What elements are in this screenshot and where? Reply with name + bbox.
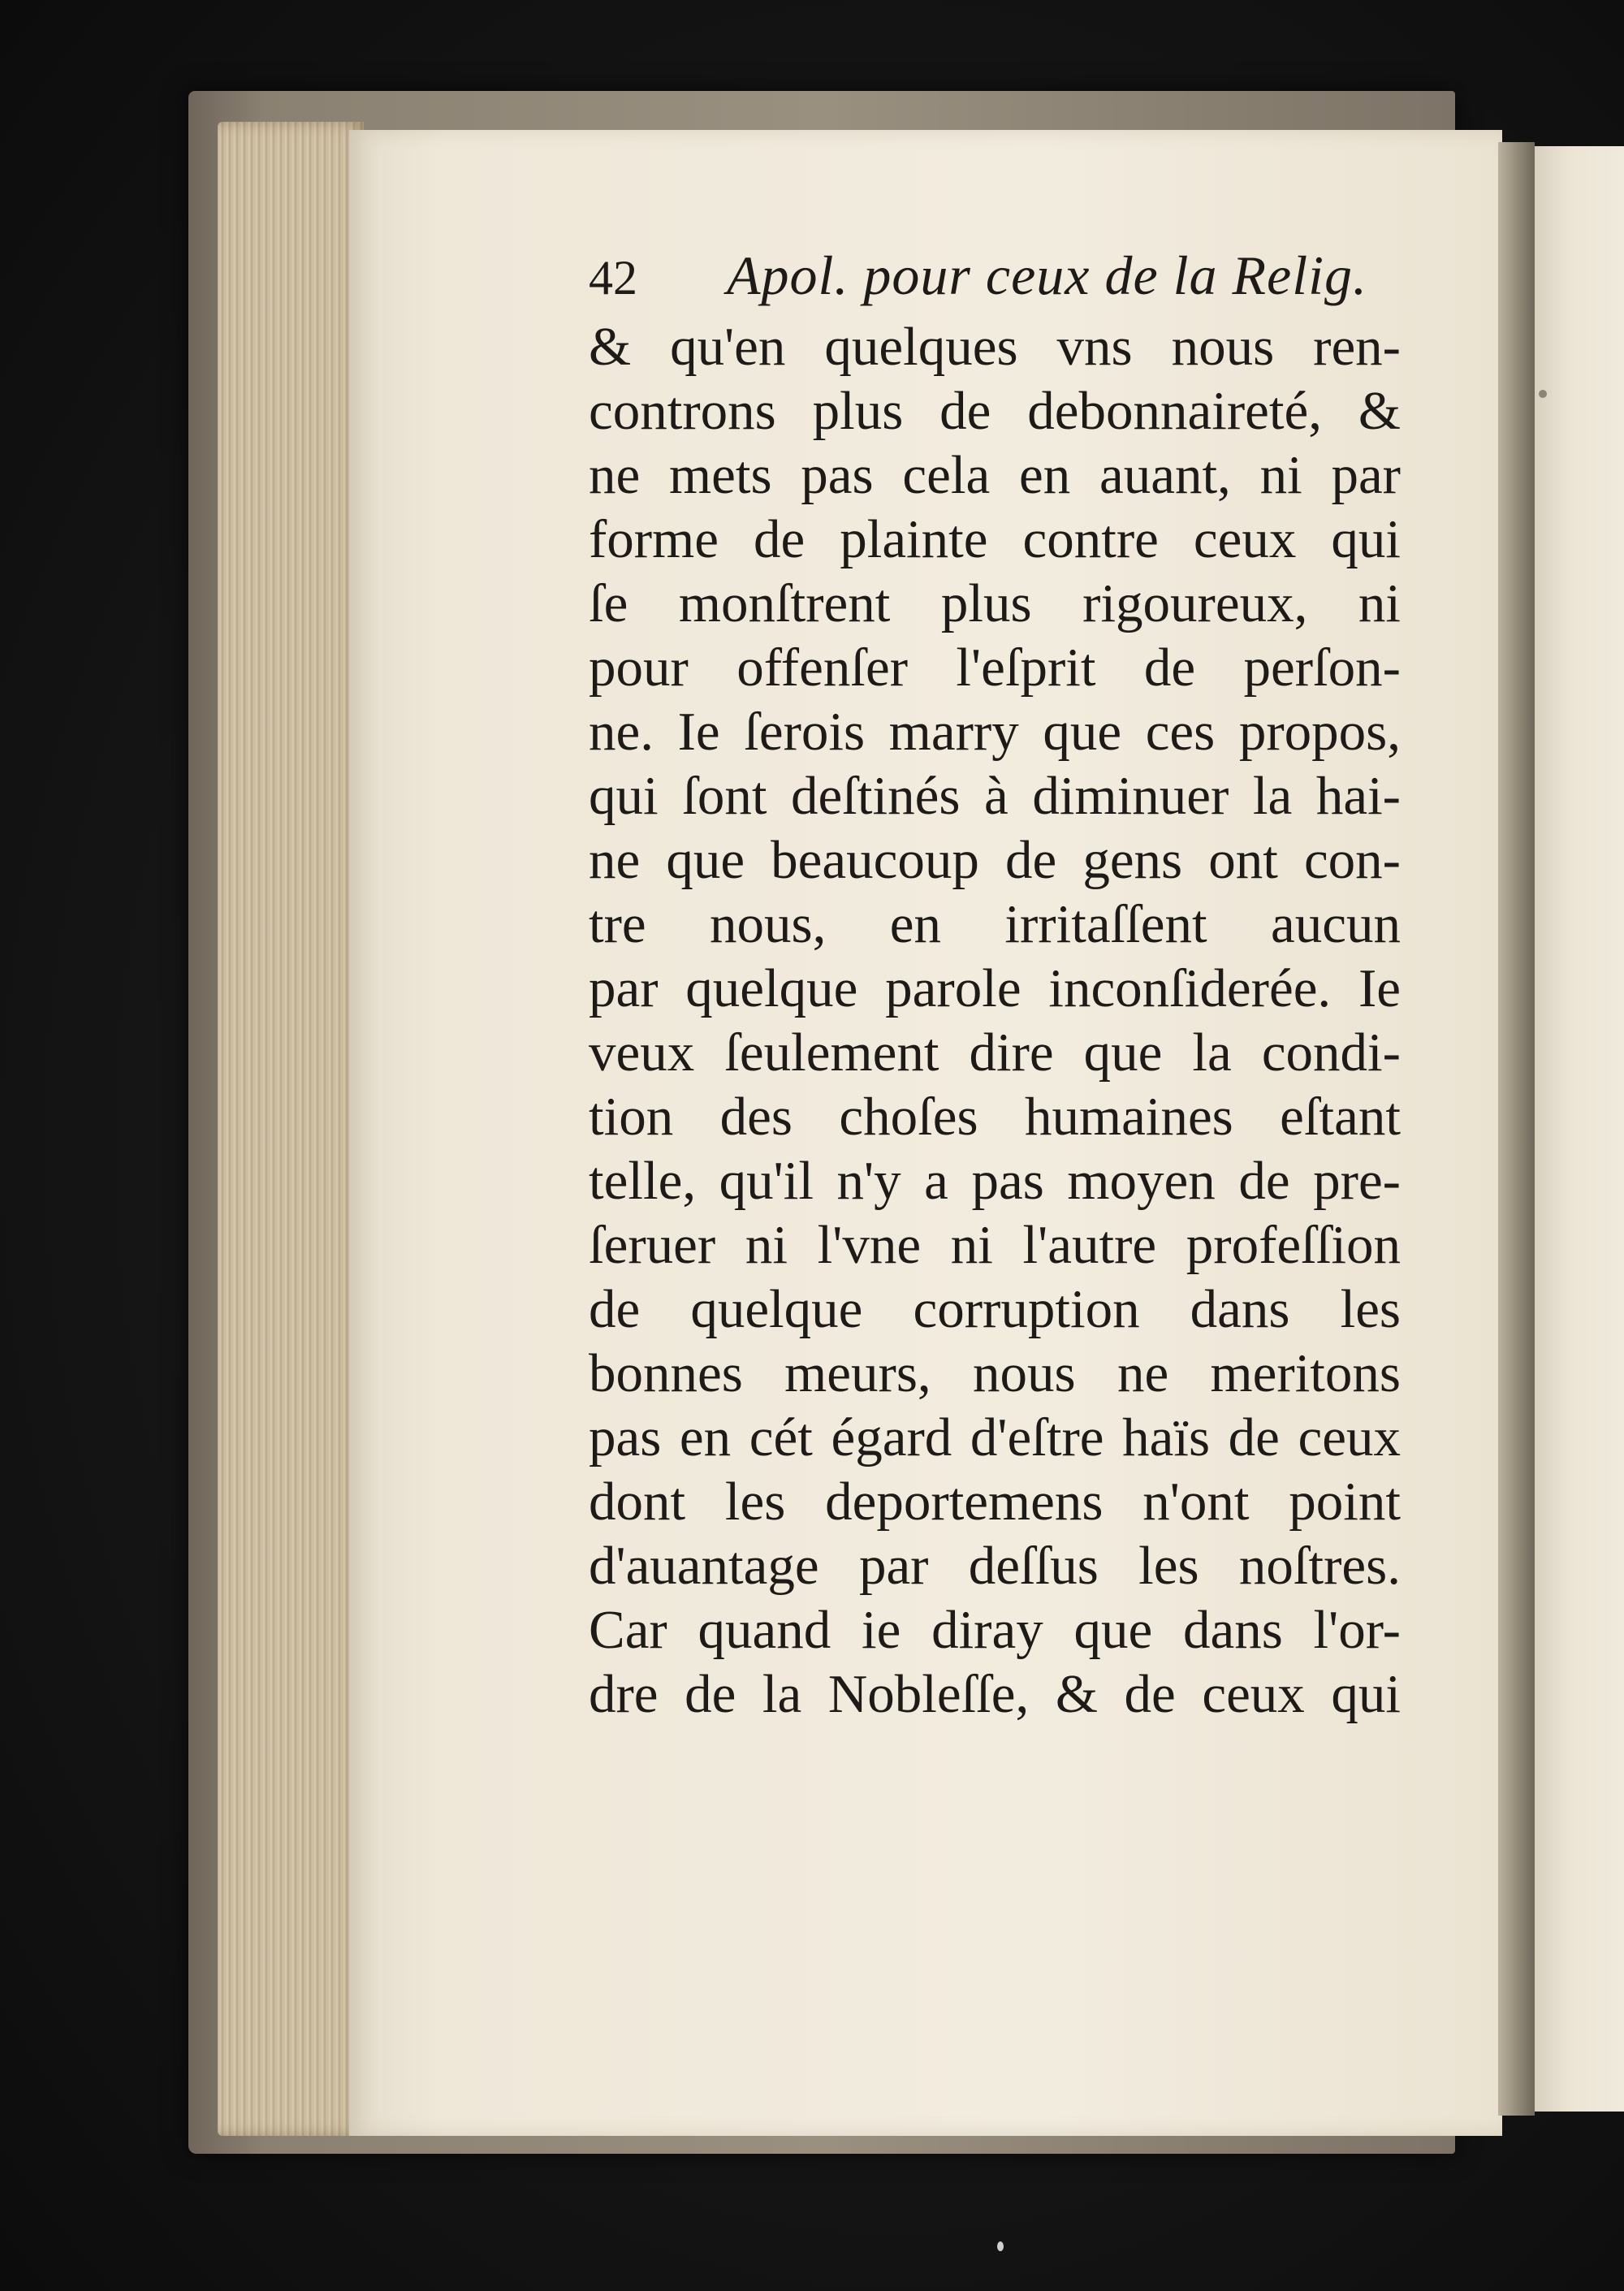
text-line: ne que beaucoup de gens ont con- — [589, 830, 1401, 890]
text-line: pas en cét égard d'eſtre haïs de ceux — [589, 1407, 1401, 1468]
text-line: Car quand ie diray que dans l'or- — [589, 1600, 1401, 1660]
body-text — [589, 315, 1401, 1727]
text-line: controns plus de debonnaireté, & — [589, 381, 1401, 441]
text-line: pour offenſer l'eſprit de perſon- — [589, 638, 1401, 698]
paper-speck — [997, 2241, 1004, 2251]
text-line: dre de la Nobleſſe, & de ceux qui — [589, 1664, 1401, 1724]
text-line: ſeruer ni l'vne ni l'autre profeſſion — [589, 1215, 1401, 1275]
paper-speck — [1539, 390, 1547, 398]
text-line: d'auantage par deſſus les noſtres. — [589, 1536, 1401, 1596]
page-text-block — [589, 244, 1401, 1727]
text-line: tre nous, en irritaſſent aucun — [589, 894, 1401, 954]
text-line: dont les deportemens n'ont point — [589, 1472, 1401, 1532]
text-line: ne. Ie ſerois marry que ces propos, — [589, 702, 1401, 762]
book-gutter — [1498, 142, 1535, 2116]
text-line: bonnes meurs, nous ne meritons — [589, 1343, 1401, 1403]
text-line: ne mets pas cela en auant, ni par — [589, 445, 1401, 505]
page-edges — [218, 122, 364, 2136]
text-line: tion des choſes humaines eſtant — [589, 1087, 1401, 1147]
text-line: & qu'en quelques vns nous ren- — [589, 317, 1401, 377]
text-line: telle, qu'il n'y a pas moyen de pre- — [589, 1151, 1401, 1211]
text-line: de quelque corruption dans les — [589, 1279, 1401, 1339]
facing-page — [1535, 146, 1624, 2112]
page-number: 42 — [589, 251, 637, 305]
text-line: par quelque parole inconſiderée. Ie — [589, 958, 1401, 1018]
text-line: veux ſeulement dire que la condi- — [589, 1022, 1401, 1083]
running-head — [589, 244, 1401, 315]
text-line: forme de plainte contre ceux qui — [589, 509, 1401, 569]
text-line: ſe monſtrent plus rigoureux, ni — [589, 573, 1401, 633]
running-title: Apol. pour ceux de la Relig. — [727, 244, 1368, 306]
text-line: qui ſont deſtinés à diminuer la hai- — [589, 766, 1401, 826]
